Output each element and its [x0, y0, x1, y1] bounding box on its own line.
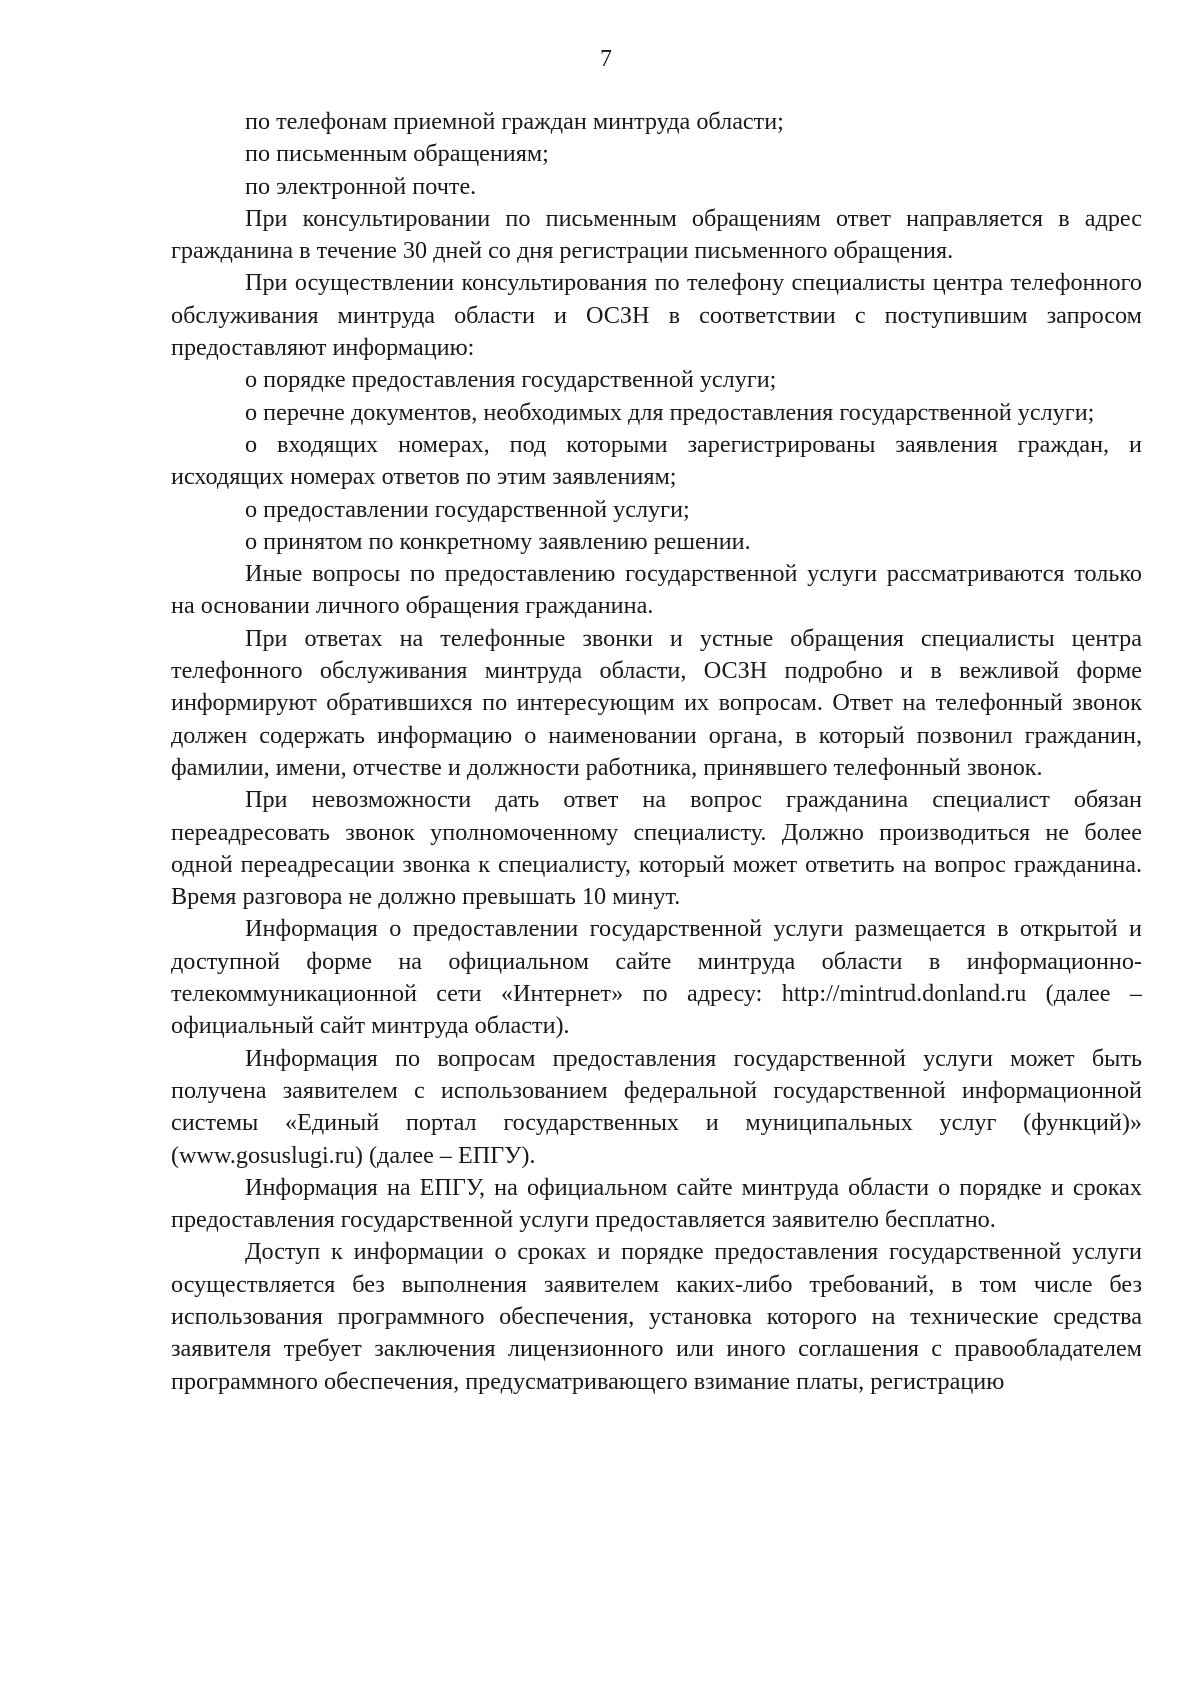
paragraph: Информация на ЕПГУ, на официальном сайте минтруда области о порядке и сроках предоставления государственной услуги предоставляется заявителю бесплатно.: [171, 1173, 1142, 1234]
page-number: 7: [600, 46, 612, 72]
paragraph: Информация по вопросам предоставления государственной услуги может быть получена заявителем с использованием федеральной государственной информационной системы «Единый портал государственных и муниципальных услуг (функций)» (www.gosuslugi.ru) (далее – ЕПГУ).: [171, 1044, 1142, 1169]
paragraph: по письменным обращениям;: [245, 140, 549, 168]
paragraph: по телефонам приемной граждан минтруда области;: [245, 108, 784, 135]
paragraph: При осуществлении консультирования по телефону специалисты центра телефонного обслуживания минтруда области и ОСЗН в соответствии с поступившим запросом предоставляют информацию:: [171, 269, 1142, 362]
paragraph: Иные вопросы по предоставлению государственной услуги рассматриваются только на основании личного обращения гражданина.: [171, 560, 1142, 620]
paragraph: о входящих номерах, под которыми зарегистрированы заявления граждан, и исходящих номерах ответов по этим заявлениям;: [171, 430, 1142, 491]
paragraph: При ответах на телефонные звонки и устные обращения специалисты центра телефонного обслуживания минтруда области, ОСЗН подробно и в вежливой форме информируют обратившихся по интересующим их вопросам. Ответ на телефонный звонок должен содержать информацию о наименовании органа, в который позвонил гражданин, фамилии, имени, отчестве и должности работника, принявшего телефонный звонок.: [171, 624, 1142, 781]
paragraph: по электронной почте.: [245, 172, 477, 200]
paragraph: Доступ к информации о сроках и порядке предоставления государственной услуги осуществляется без выполнения заявителем каких-либо требований, в том числе без использования программного обеспечения, установка которого на технические средства заявителя требует заключения лицензионного или иного соглашения с правообладателем программного обеспечения, предусматривающего взимание платы, регистрацию: [171, 1238, 1142, 1395]
paragraph: При невозможности дать ответ на вопрос гражданина специалист обязан переадресовать звонок уполномоченному специалисту. Должно производиться не более одной переадресации звонка к специалисту, который может ответить на вопрос гражданина. Время разговора не должно превышать 10 минут.: [171, 786, 1142, 911]
document-body: [171, 106, 1142, 1398]
paragraph: о принятом по конкретному заявлению решении.: [245, 527, 751, 555]
paragraph: о предоставлении государственной услуги;: [245, 495, 690, 523]
paragraph: Информация о предоставлении государственной услуги размещается в открытой и доступной форме на официальном сайте минтруда области в информационно-телекоммуникационной сети «Интернет» по адресу: http://mintrud.donland.ru (далее – официальный сайт минтруда области).: [171, 915, 1142, 1040]
paragraph: о порядке предоставления государственной услуги;: [245, 366, 777, 394]
paragraph: При консультировании по письменным обращениям ответ направляется в адрес гражданина в течение 30 дней со дня регистрации письменного обращения.: [171, 204, 1142, 265]
paragraph: о перечне документов, необходимых для предоставления государственной услуги;: [245, 398, 1095, 426]
